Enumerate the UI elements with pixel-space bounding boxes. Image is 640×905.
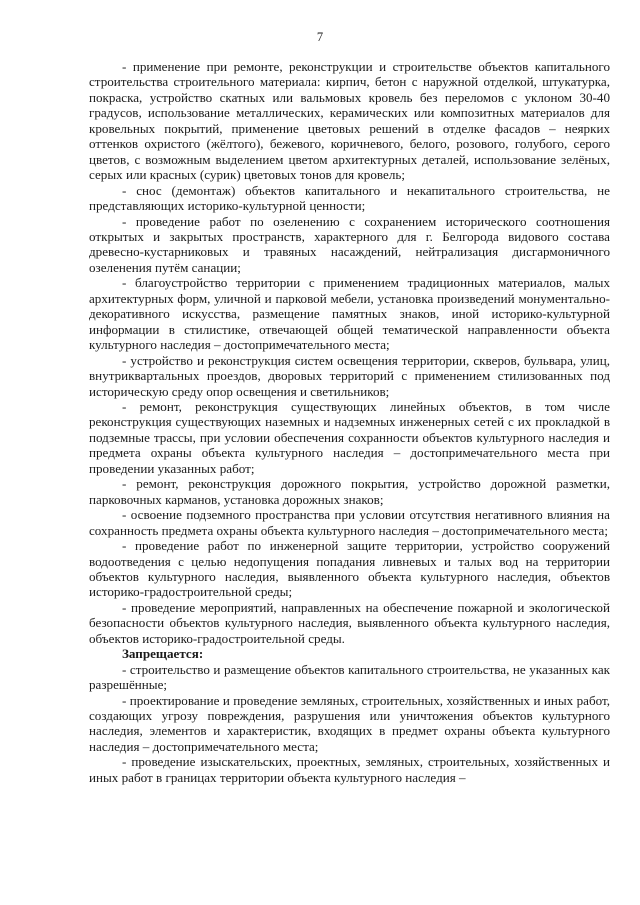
allowed-item-3: - проведение работ по озеленению с сохранением исторического соотношения открытых и закрытых пространств, характерного для г. Белгорода видового состава древесно-кустарниковых и травяных насаждений, нейтрализация дисгармоничного озеленения путём санации; — [89, 213, 610, 275]
prohibited-item-2: - проектирование и проведение земляных, строительных, хозяйственных и иных работ, создающих угрозу повреждения, разрушения или уничтожения объектов культурного наследия, элементов и характеристик, входящих в предмет охраны объекта культурного наследия – достопримечательного места; — [89, 692, 610, 754]
allowed-item-8: - освоение подземного пространства при условии отсутствия негативного влияния на сохранность предмета охраны объекта культурного наследия – достопримечательного места; — [89, 507, 610, 538]
prohibited-heading: Запрещается: — [122, 646, 204, 662]
allowed-item-10: - проведение мероприятий, направленных на обеспечение пожарной и экологической безопасности объектов культурного наследия, выявленного объекта культурного наследия, объектов историко-градостроительной среды. — [89, 599, 610, 646]
allowed-item-7: - ремонт, реконструкция дорожного покрытия, устройство дорожной разметки, парковочных карманов, установка дорожных знаков; — [89, 476, 610, 507]
document-body — [89, 59, 610, 785]
allowed-item-1: - применение при ремонте, реконструкции и строительстве объектов капитального строительства строительного материала: кирпич, бетон с наружной отделкой, штукатурка, покраска, устройство скатных или вальмовых кровель без переломов с уклоном 30-40 градусов, использование металлических, керамических или композитных материалов для кровельных покрытий, применение цветовых решений в отделке фасадов – неярких оттенков охристого (жёлтого), бежевого, коричневого, белого, розового, голубого, серого цветов, с возможным выделением цветом архитектурных деталей, использование зелёных, серых или красных (сурик) цветовых тонов для кровель; — [89, 59, 610, 183]
page-number: 7 — [316, 30, 324, 44]
allowed-item-2: - снос (демонтаж) объектов капитального и некапитального строительства, не представляющих историко-культурной ценности; — [89, 182, 610, 214]
prohibited-item-3: - проведение изыскательских, проектных, земляных, строительных, хозяйственных и иных работ в границах территории объекта культурного наследия – — [89, 754, 610, 785]
prohibited-item-1: - строительство и размещение объектов капитального строительства, не указанных как разрешённые; — [89, 661, 610, 693]
allowed-item-9: - проведение работ по инженерной защите территории, устройство сооружений водоотведения с целью недопущения попадания ливневых и талых вод на территории объектов культурного наследия, выявленного объекта культурного наследия, объектов историко-градостроительной среды; — [89, 538, 610, 600]
allowed-item-6: - ремонт, реконструкция существующих линейных объектов, в том числе реконструкция существующих наземных и надземных инженерных сетей с их прокладкой в подземные трассы, при условии обеспечения сохранности объектов культурного наследия и предмета охраны объекта культурного наследия – достопримечательного места при проведении указанных работ; — [89, 398, 610, 476]
allowed-item-5: - устройство и реконструкция систем освещения территории, скверов, бульвара, улиц, внутриквартальных проездов, дворовых территорий с применением стилизованных под историческую среду опор освещения и светильников; — [89, 352, 610, 399]
allowed-item-4: - благоустройство территории с применением традиционных материалов, малых архитектурных форм, уличной и парковой мебели, установка произведений монументально-декоративного искусства, размещение памятных знаков, иной историко-культурной информации в стилистике, отвечающей общей тематической направленности объекта культурного наследия – достопримечательного места; — [89, 275, 610, 353]
